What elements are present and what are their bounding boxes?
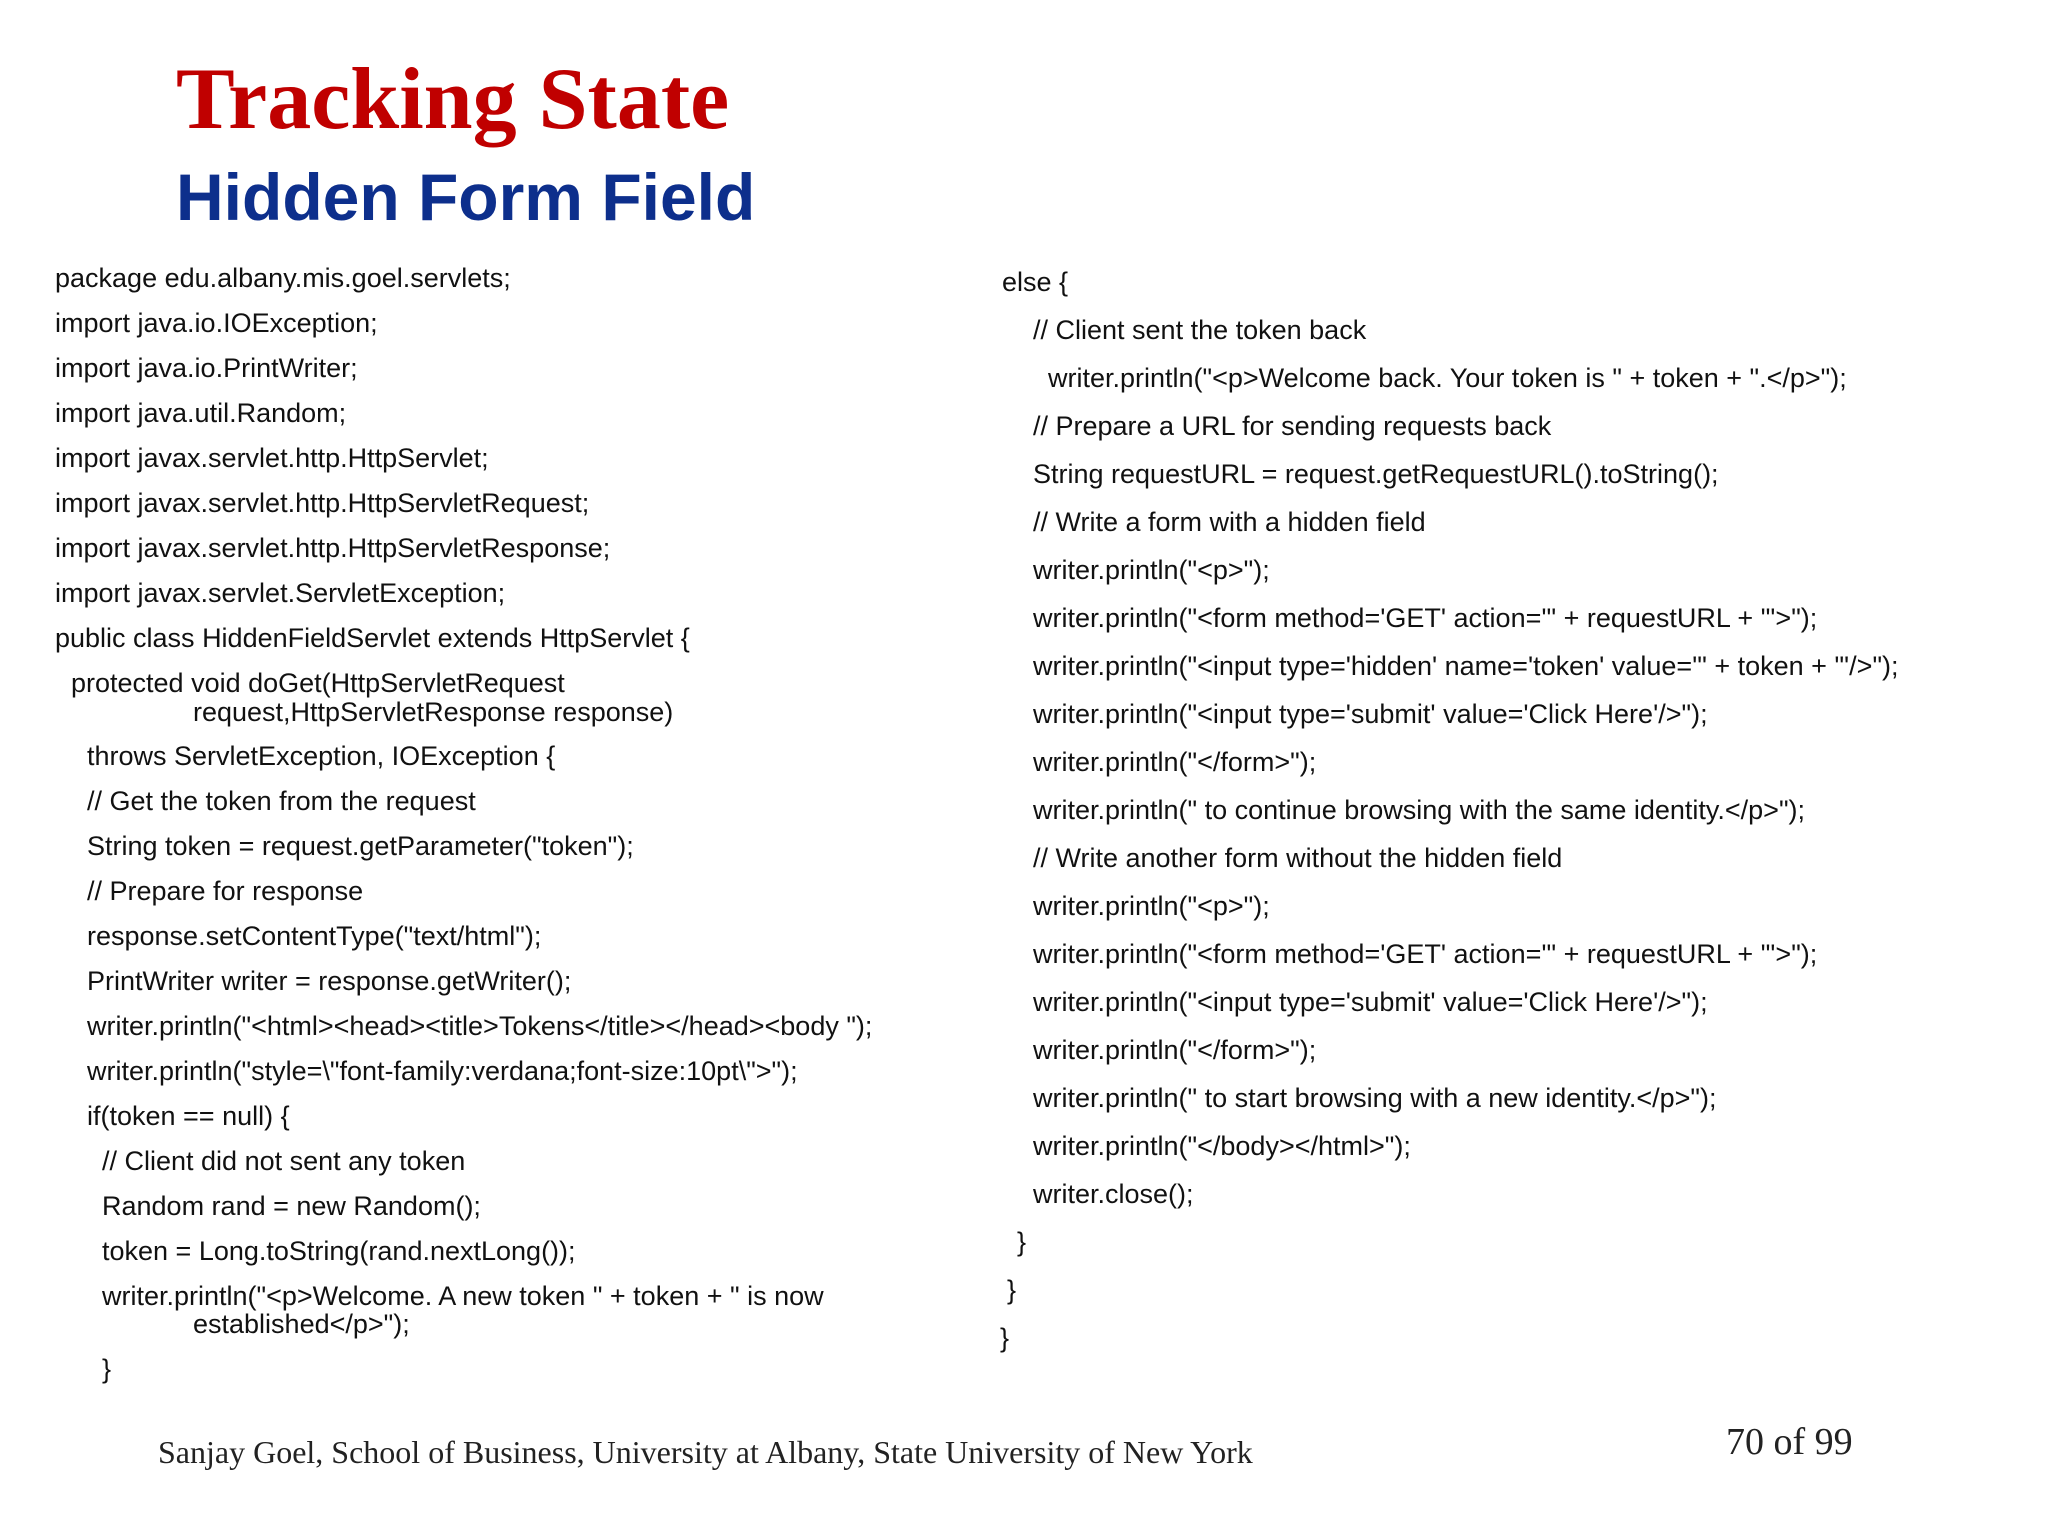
code-line: writer.println("</body></html>"); xyxy=(1033,1131,1411,1161)
code-line: protected void doGet(HttpServletRequest xyxy=(71,668,565,698)
code-line: } xyxy=(102,1354,112,1384)
code-line: writer.println("</form>"); xyxy=(1033,747,1317,777)
code-line: writer.println("<form method='GET' action='" + requestURL + "'>"); xyxy=(1033,603,1818,633)
code-line: import java.io.PrintWriter; xyxy=(55,353,358,383)
code-line: writer.println("<input type='submit' value='Click Here'/>"); xyxy=(1033,987,1708,1017)
code-line: response.setContentType("text/html"); xyxy=(87,921,542,951)
code-line: throws ServletException, IOException { xyxy=(87,741,556,771)
code-line: writer.println("<p>"); xyxy=(1033,555,1270,585)
slide-subtitle: Hidden Form Field xyxy=(176,160,756,234)
code-line: else { xyxy=(1002,267,1069,297)
code-line: writer.println("<input type='submit' value='Click Here'/>"); xyxy=(1033,699,1708,729)
code-line: established</p>"); xyxy=(193,1309,410,1339)
code-line: } xyxy=(1017,1227,1027,1257)
code-line: writer.println("style=\"font-family:verdana;font-size:10pt\">"); xyxy=(87,1056,798,1086)
code-line: writer.println("<p>Welcome back. Your token is " + token + ".</p>"); xyxy=(1048,363,1847,393)
code-line: import java.util.Random; xyxy=(55,398,347,428)
page-number: 70 of 99 xyxy=(1726,1421,1853,1463)
code-line: } xyxy=(1007,1275,1017,1305)
code-line: writer.println("<input type='hidden' name='token' value='" + token + "'/>"); xyxy=(1033,651,1899,681)
code-line: writer.println("</form>"); xyxy=(1033,1035,1317,1065)
code-line: writer.println(" to continue browsing with the same identity.</p>"); xyxy=(1033,795,1806,825)
code-comment: // Client sent the token back xyxy=(1033,315,1367,345)
code-comment: // Prepare for response xyxy=(87,876,364,906)
code-line: package edu.albany.mis.goel.servlets; xyxy=(55,263,511,293)
code-line: import javax.servlet.http.HttpServletRequest; xyxy=(55,488,590,518)
code-line: if(token == null) { xyxy=(87,1101,290,1131)
code-line: writer.println(" to start browsing with a new identity.</p>"); xyxy=(1033,1083,1717,1113)
code-comment: // Write another form without the hidden field xyxy=(1033,843,1563,873)
code-line: } xyxy=(1000,1323,1010,1353)
code-line: PrintWriter writer = response.getWriter(); xyxy=(87,966,572,996)
code-comment: // Get the token from the request xyxy=(87,786,476,816)
code-line: writer.println("<p>"); xyxy=(1033,891,1270,921)
code-line: import java.io.IOException; xyxy=(55,308,378,338)
code-line: public class HiddenFieldServlet extends HttpServlet { xyxy=(55,623,690,653)
code-line: Random rand = new Random(); xyxy=(102,1191,481,1221)
slide-title: Tracking State xyxy=(176,51,730,148)
code-line: import javax.servlet.http.HttpServlet; xyxy=(55,443,489,473)
slide-footer: Sanjay Goel, School of Business, University at Albany, State University of New York xyxy=(158,1434,1253,1470)
code-line: String token = request.getParameter("token"); xyxy=(87,831,634,861)
code-comment: // Client did not sent any token xyxy=(102,1146,466,1176)
code-line: token = Long.toString(rand.nextLong()); xyxy=(102,1236,576,1266)
code-line: writer.println("<p>Welcome. A new token " + token + " is now xyxy=(102,1281,824,1311)
code-line: writer.println("<html><head><title>Tokens</title></head><body "); xyxy=(87,1011,873,1041)
code-line: writer.close(); xyxy=(1033,1179,1194,1209)
code-line: import javax.servlet.http.HttpServletResponse; xyxy=(55,533,611,563)
code-line: writer.println("<form method='GET' action='" + requestURL + "'>"); xyxy=(1033,939,1818,969)
code-comment: // Prepare a URL for sending requests back xyxy=(1033,411,1552,441)
code-line: request,HttpServletResponse response) xyxy=(193,697,674,727)
code-line: import javax.servlet.ServletException; xyxy=(55,578,506,608)
code-line: String requestURL = request.getRequestURL().toString(); xyxy=(1033,459,1719,489)
code-comment: // Write a form with a hidden field xyxy=(1033,507,1426,537)
